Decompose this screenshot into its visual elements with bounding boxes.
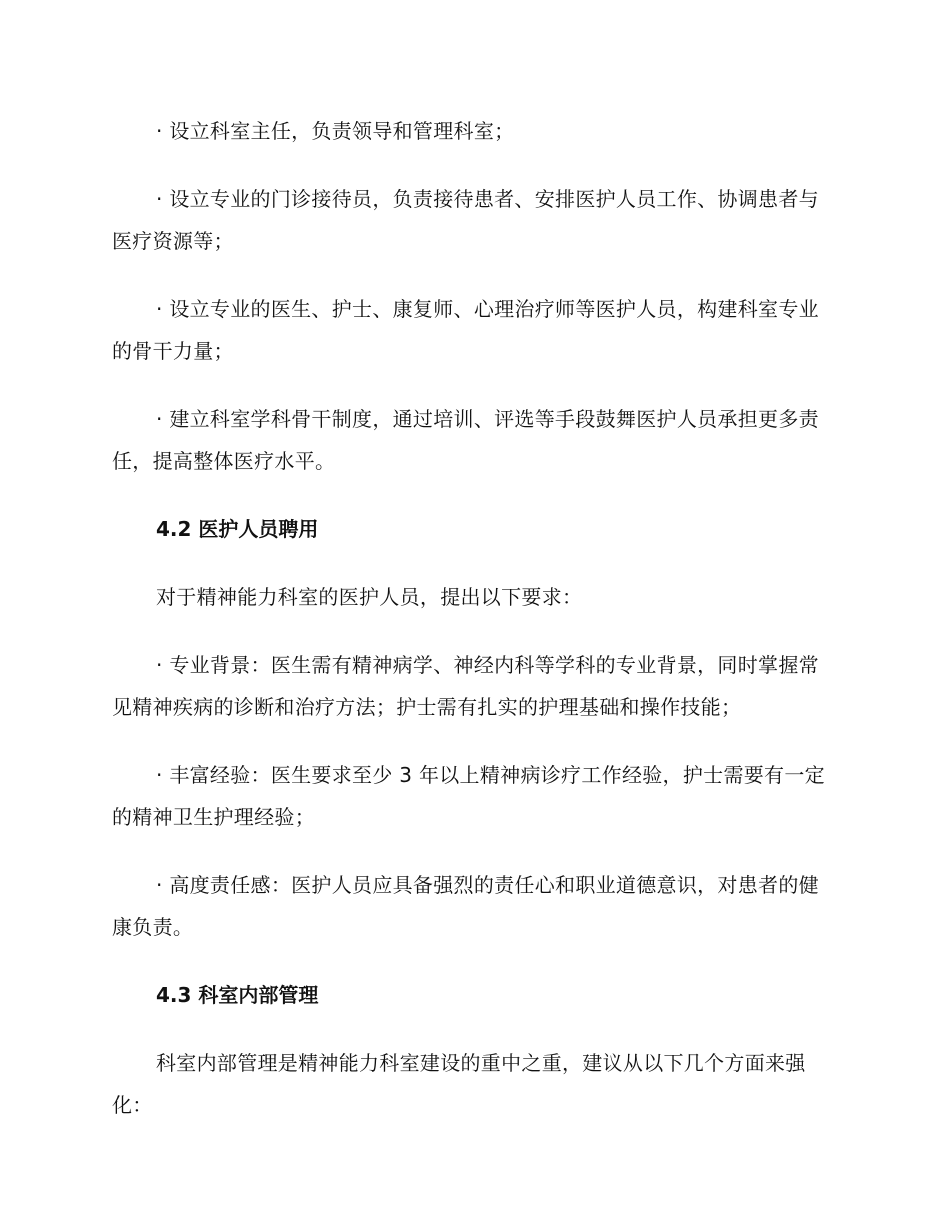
section-heading-4-2: 4.2 医护人员聘用 xyxy=(156,517,319,541)
bullet-professional-background: · 专业背景：医生需有精神病学、神经内科等学科的专业背景，同时掌握常见精神疾病的诊断和治疗方法；护士需有扎实的护理基础和操作技能； xyxy=(112,653,819,719)
bullet-backbone-system: · 建立科室学科骨干制度，通过培训、评选等手段鼓舞医护人员承担更多责任，提高整体医疗水平。 xyxy=(112,407,819,473)
bullet-reception-staff: · 设立专业的门诊接待员，负责接待患者、安排医护人员工作、协调患者与医疗资源等； xyxy=(112,187,819,253)
bullet-department-director: · 设立科室主任，负责领导和管理科室； xyxy=(156,119,515,143)
bullet-medical-staff: · 设立专业的医生、护士、康复师、心理治疗师等医护人员，构建科室专业的骨干力量； xyxy=(112,297,819,363)
section-heading-4-3: 4.3 科室内部管理 xyxy=(156,983,319,1007)
document-page xyxy=(112,110,830,1152)
bullet-rich-experience: · 丰富经验：医生要求至少 3 年以上精神病诊疗工作经验，护士需要有一定的精神卫生护理经验； xyxy=(112,763,825,829)
bullet-responsibility: · 高度责任感：医护人员应具备强烈的责任心和职业道德意识，对患者的健康负责。 xyxy=(112,873,819,939)
section-4-2-intro: 对于精神能力科室的医护人员，提出以下要求： xyxy=(156,585,583,609)
section-4-3-intro: 科室内部管理是精神能力科室建设的重中之重，建议从以下几个方面来强化： xyxy=(112,1051,806,1117)
